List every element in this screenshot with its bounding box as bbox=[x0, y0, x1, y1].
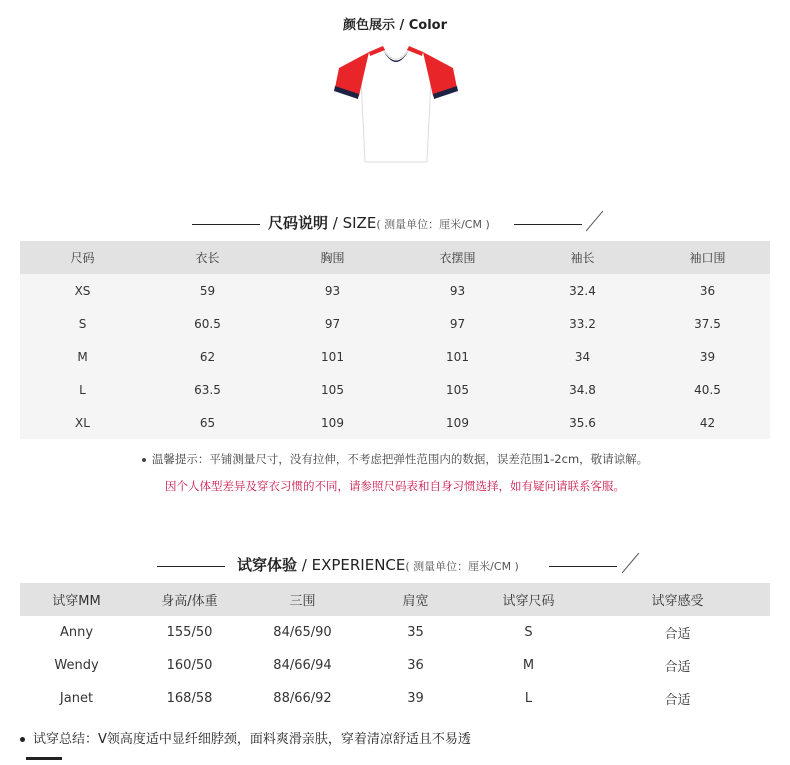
table-row bbox=[20, 373, 770, 406]
table-cell: XS bbox=[74, 283, 91, 298]
table-cell: M bbox=[472, 649, 585, 682]
table-cell: 155/50 bbox=[133, 616, 246, 649]
header-cell: 尺码 bbox=[70, 251, 95, 265]
table-row bbox=[20, 274, 770, 307]
header-cell: 肩宽 bbox=[402, 594, 429, 609]
table-row bbox=[20, 406, 770, 439]
table-header-row bbox=[20, 241, 770, 274]
experience-table bbox=[20, 583, 770, 715]
table-cell: 合适 bbox=[585, 682, 770, 715]
table-cell: 105 bbox=[321, 382, 344, 397]
fitting-summary: 试穿总结：V领高度适中显纤细脖颈，面料爽滑亲肤，穿着清凉舒适且不易透 bbox=[20, 728, 471, 747]
table-cell: 36 bbox=[359, 649, 472, 682]
tshirt-image bbox=[331, 38, 461, 168]
table-cell: 35 bbox=[359, 616, 472, 649]
measurement-tip: 温馨提示：平铺测量尺寸，没有拉伸，不考虑把弹性范围内的数据，误差范围1-2cm，敬请谅解。 bbox=[0, 451, 790, 467]
table-cell: 合适 bbox=[585, 616, 770, 649]
table-cell: 37.5 bbox=[694, 316, 721, 331]
table-row bbox=[20, 649, 770, 682]
bottom-divider bbox=[26, 757, 62, 760]
table-cell: 168/58 bbox=[133, 682, 246, 715]
title-slash bbox=[622, 553, 639, 574]
table-cell: Anny bbox=[20, 616, 133, 649]
table-cell: 93 bbox=[449, 283, 466, 298]
size-table bbox=[20, 241, 770, 439]
bullet-icon bbox=[20, 737, 25, 742]
header-cell: 胸围 bbox=[320, 251, 345, 265]
header-cell: 试穿MM bbox=[52, 594, 101, 609]
table-row bbox=[20, 307, 770, 340]
header-cell: 三围 bbox=[289, 594, 316, 609]
table-cell: 34 bbox=[574, 349, 591, 364]
table-cell: 35.6 bbox=[569, 415, 596, 430]
title-line-left bbox=[157, 566, 225, 567]
table-row bbox=[20, 682, 770, 715]
table-cell: 39 bbox=[359, 682, 472, 715]
table-cell: 62 bbox=[199, 349, 216, 364]
table-cell: 101 bbox=[321, 349, 344, 364]
table-cell: 97 bbox=[324, 316, 341, 331]
title-line-right bbox=[549, 566, 617, 567]
table-cell: 34.8 bbox=[569, 382, 596, 397]
table-cell: 84/65/90 bbox=[246, 616, 359, 649]
header-cell: 试穿感受 bbox=[651, 594, 704, 609]
table-cell: Janet bbox=[20, 682, 133, 715]
table-cell: S bbox=[472, 616, 585, 649]
experience-section-title: 试穿体验 / EXPERIENCE( 测量单位：厘米/CM ) bbox=[237, 556, 519, 574]
table-row bbox=[20, 340, 770, 373]
table-cell: 33.2 bbox=[569, 316, 596, 331]
table-cell: 60.5 bbox=[194, 316, 221, 331]
table-header-row bbox=[20, 583, 770, 616]
table-cell: 42 bbox=[699, 415, 716, 430]
header-cell: 身高/体重 bbox=[161, 594, 218, 609]
title-line-right bbox=[514, 224, 582, 225]
table-cell: 63.5 bbox=[194, 382, 221, 397]
table-cell: M bbox=[77, 349, 88, 364]
table-cell: 36 bbox=[699, 283, 716, 298]
table-cell: 93 bbox=[324, 283, 341, 298]
color-section-title: 颜色展示 / Color bbox=[342, 18, 448, 33]
table-cell: 65 bbox=[199, 415, 216, 430]
bullet-icon bbox=[142, 458, 146, 462]
table-cell: 160/50 bbox=[133, 649, 246, 682]
table-cell: L bbox=[79, 382, 86, 397]
table-cell: L bbox=[472, 682, 585, 715]
size-warning: 因个人体型差异及穿衣习惯的不同，请参照尺码表和自身习惯选择，如有疑问请联系客服。 bbox=[165, 479, 625, 493]
size-section-header bbox=[0, 212, 790, 236]
table-row bbox=[20, 616, 770, 649]
title-slash bbox=[586, 211, 603, 232]
table-cell: 32.4 bbox=[569, 283, 596, 298]
table-cell: 101 bbox=[446, 349, 469, 364]
header-cell: 袖口围 bbox=[689, 251, 726, 265]
header-cell: 袖长 bbox=[570, 251, 595, 265]
size-section-title: 尺码说明 / SIZE( 测量单位：厘米/CM ) bbox=[268, 214, 490, 232]
header-cell: 衣长 bbox=[195, 251, 220, 265]
experience-section-header bbox=[0, 554, 790, 578]
table-cell: 88/66/92 bbox=[246, 682, 359, 715]
table-cell: 105 bbox=[446, 382, 469, 397]
header-cell: 衣摆围 bbox=[439, 251, 476, 265]
table-cell: 40.5 bbox=[694, 382, 721, 397]
header-cell: 试穿尺码 bbox=[502, 594, 555, 609]
table-cell: S bbox=[78, 316, 87, 331]
table-cell: 39 bbox=[699, 349, 716, 364]
table-cell: 84/66/94 bbox=[246, 649, 359, 682]
table-cell: 合适 bbox=[585, 649, 770, 682]
table-cell: XL bbox=[75, 415, 90, 430]
title-line-left bbox=[192, 224, 260, 225]
table-cell: 59 bbox=[199, 283, 216, 298]
table-cell: 109 bbox=[321, 415, 344, 430]
table-cell: 109 bbox=[446, 415, 469, 430]
table-cell: 97 bbox=[449, 316, 466, 331]
table-cell: Wendy bbox=[20, 649, 133, 682]
